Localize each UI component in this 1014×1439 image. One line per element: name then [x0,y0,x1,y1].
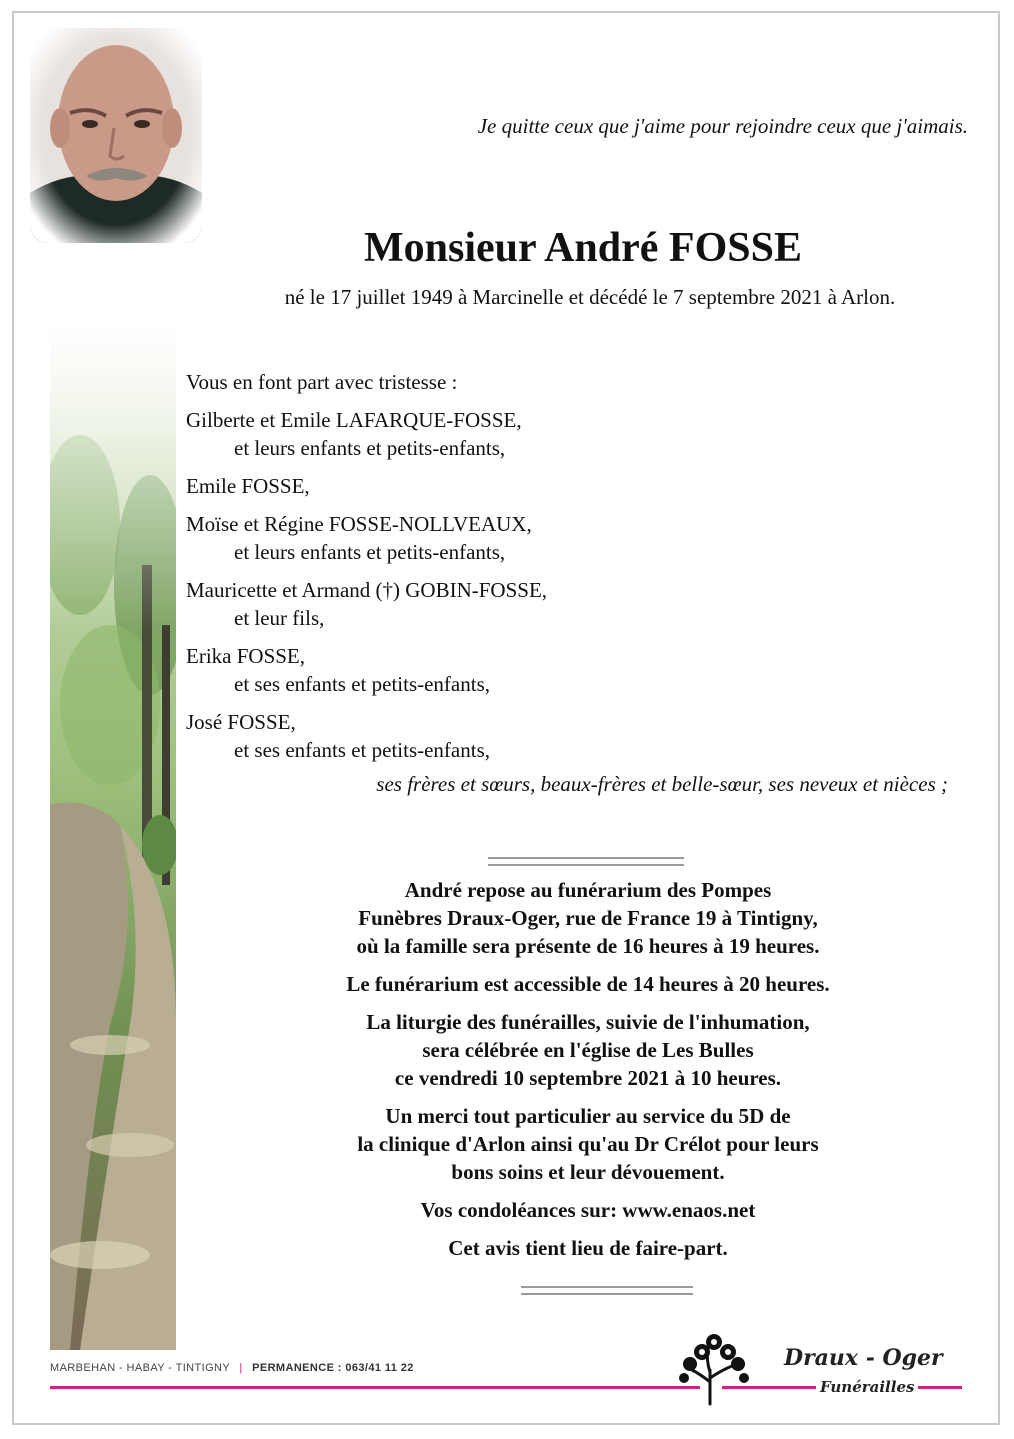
family-member [186,642,966,698]
member-name: Moïse et Régine FOSSE-NOLLVEAUX, [186,512,532,536]
thanks-line-1: Un merci tout particulier au service du 5D de [385,1104,791,1128]
deceased-name: Monsieur André FOSSE [364,225,802,271]
access-hours: Le funérarium est accessible de 14 heures à 20 heures. [346,972,830,996]
family-member [186,576,966,632]
footer-separator: | [239,1362,243,1374]
viewing-line-1: André repose au funérarium des Pompes [404,878,772,902]
footer-locations: MARBEHAN - HABAY - TINTIGNY [50,1362,230,1374]
member-descendants: et ses enfants et petits-enfants, [234,672,490,696]
family-member [186,510,966,566]
family-closing: ses frères et sœurs, beaux-frères et belle-sœur, ses neveux et nièces ; [376,772,948,796]
member-descendants: et ses enfants et petits-enfants, [234,738,490,762]
forest-path-photo [50,325,176,1350]
divider-top [488,857,684,866]
member-descendants: et leurs enfants et petits-enfants, [234,436,506,460]
birth-death-dates: né le 17 juillet 1949 à Marcinelle et décédé le 7 septembre 2021 à Arlon. [284,285,896,309]
viewing-line-2: Funèbres Draux-Oger, rue de France 19 à Tintigny, [358,906,818,930]
member-name: Emile FOSSE, [186,474,310,498]
tree-logo-icon [672,1330,756,1411]
footer-permanence: PERMANENCE : 063/41 11 22 [252,1362,414,1374]
member-descendants: et leur fils, [234,606,325,630]
brand-subtitle: Funérailles [816,1378,918,1396]
member-name: Erika FOSSE, [186,644,306,668]
member-descendants: et leurs enfants et petits-enfants, [234,540,506,564]
epitaph-quote: Je quitte ceux que j'aime pour rejoindre ceux que j'aimais. [477,114,968,138]
viewing-line-3: où la famille sera présente de 16 heures à 19 heures. [356,934,820,958]
family-list [186,368,966,798]
footer-accent-line [50,1386,700,1389]
liturgy-line-2: sera célébrée en l'église de Les Bulles [422,1038,754,1062]
family-intro: Vous en font part avec tristesse : [186,370,458,394]
thanks-line-2: la clinique d'Arlon ainsi qu'au Dr Crélot pour leurs [357,1132,819,1156]
viewing-info [260,876,916,960]
funeral-info [260,876,916,1272]
liturgy-line-1: La liturgie des funérailles, suivie de l'inhumation, [366,1010,810,1034]
faire-part-note: Cet avis tient lieu de faire-part. [448,1236,728,1260]
divider-bottom [521,1286,693,1295]
liturgy-line-3: ce vendredi 10 septembre 2021 à 10 heures. [394,1066,782,1090]
family-member [186,708,966,764]
liturgy-info [260,1008,916,1092]
condolences-link: Vos condoléances sur: www.enaos.net [420,1198,756,1222]
family-member [186,406,966,462]
thanks-line-3: bons soins et leur dévouement. [451,1160,725,1184]
footer-contact [50,1362,414,1374]
member-name: Mauricette et Armand (†) GOBIN-FOSSE, [186,578,548,602]
brand-name: Draux - Oger [784,1345,943,1371]
thanks-note [260,1102,916,1186]
portrait-photo [30,28,202,243]
member-name: José FOSSE, [186,710,296,734]
member-name: Gilberte et Emile LAFARQUE-FOSSE, [186,408,522,432]
family-member [186,472,966,500]
